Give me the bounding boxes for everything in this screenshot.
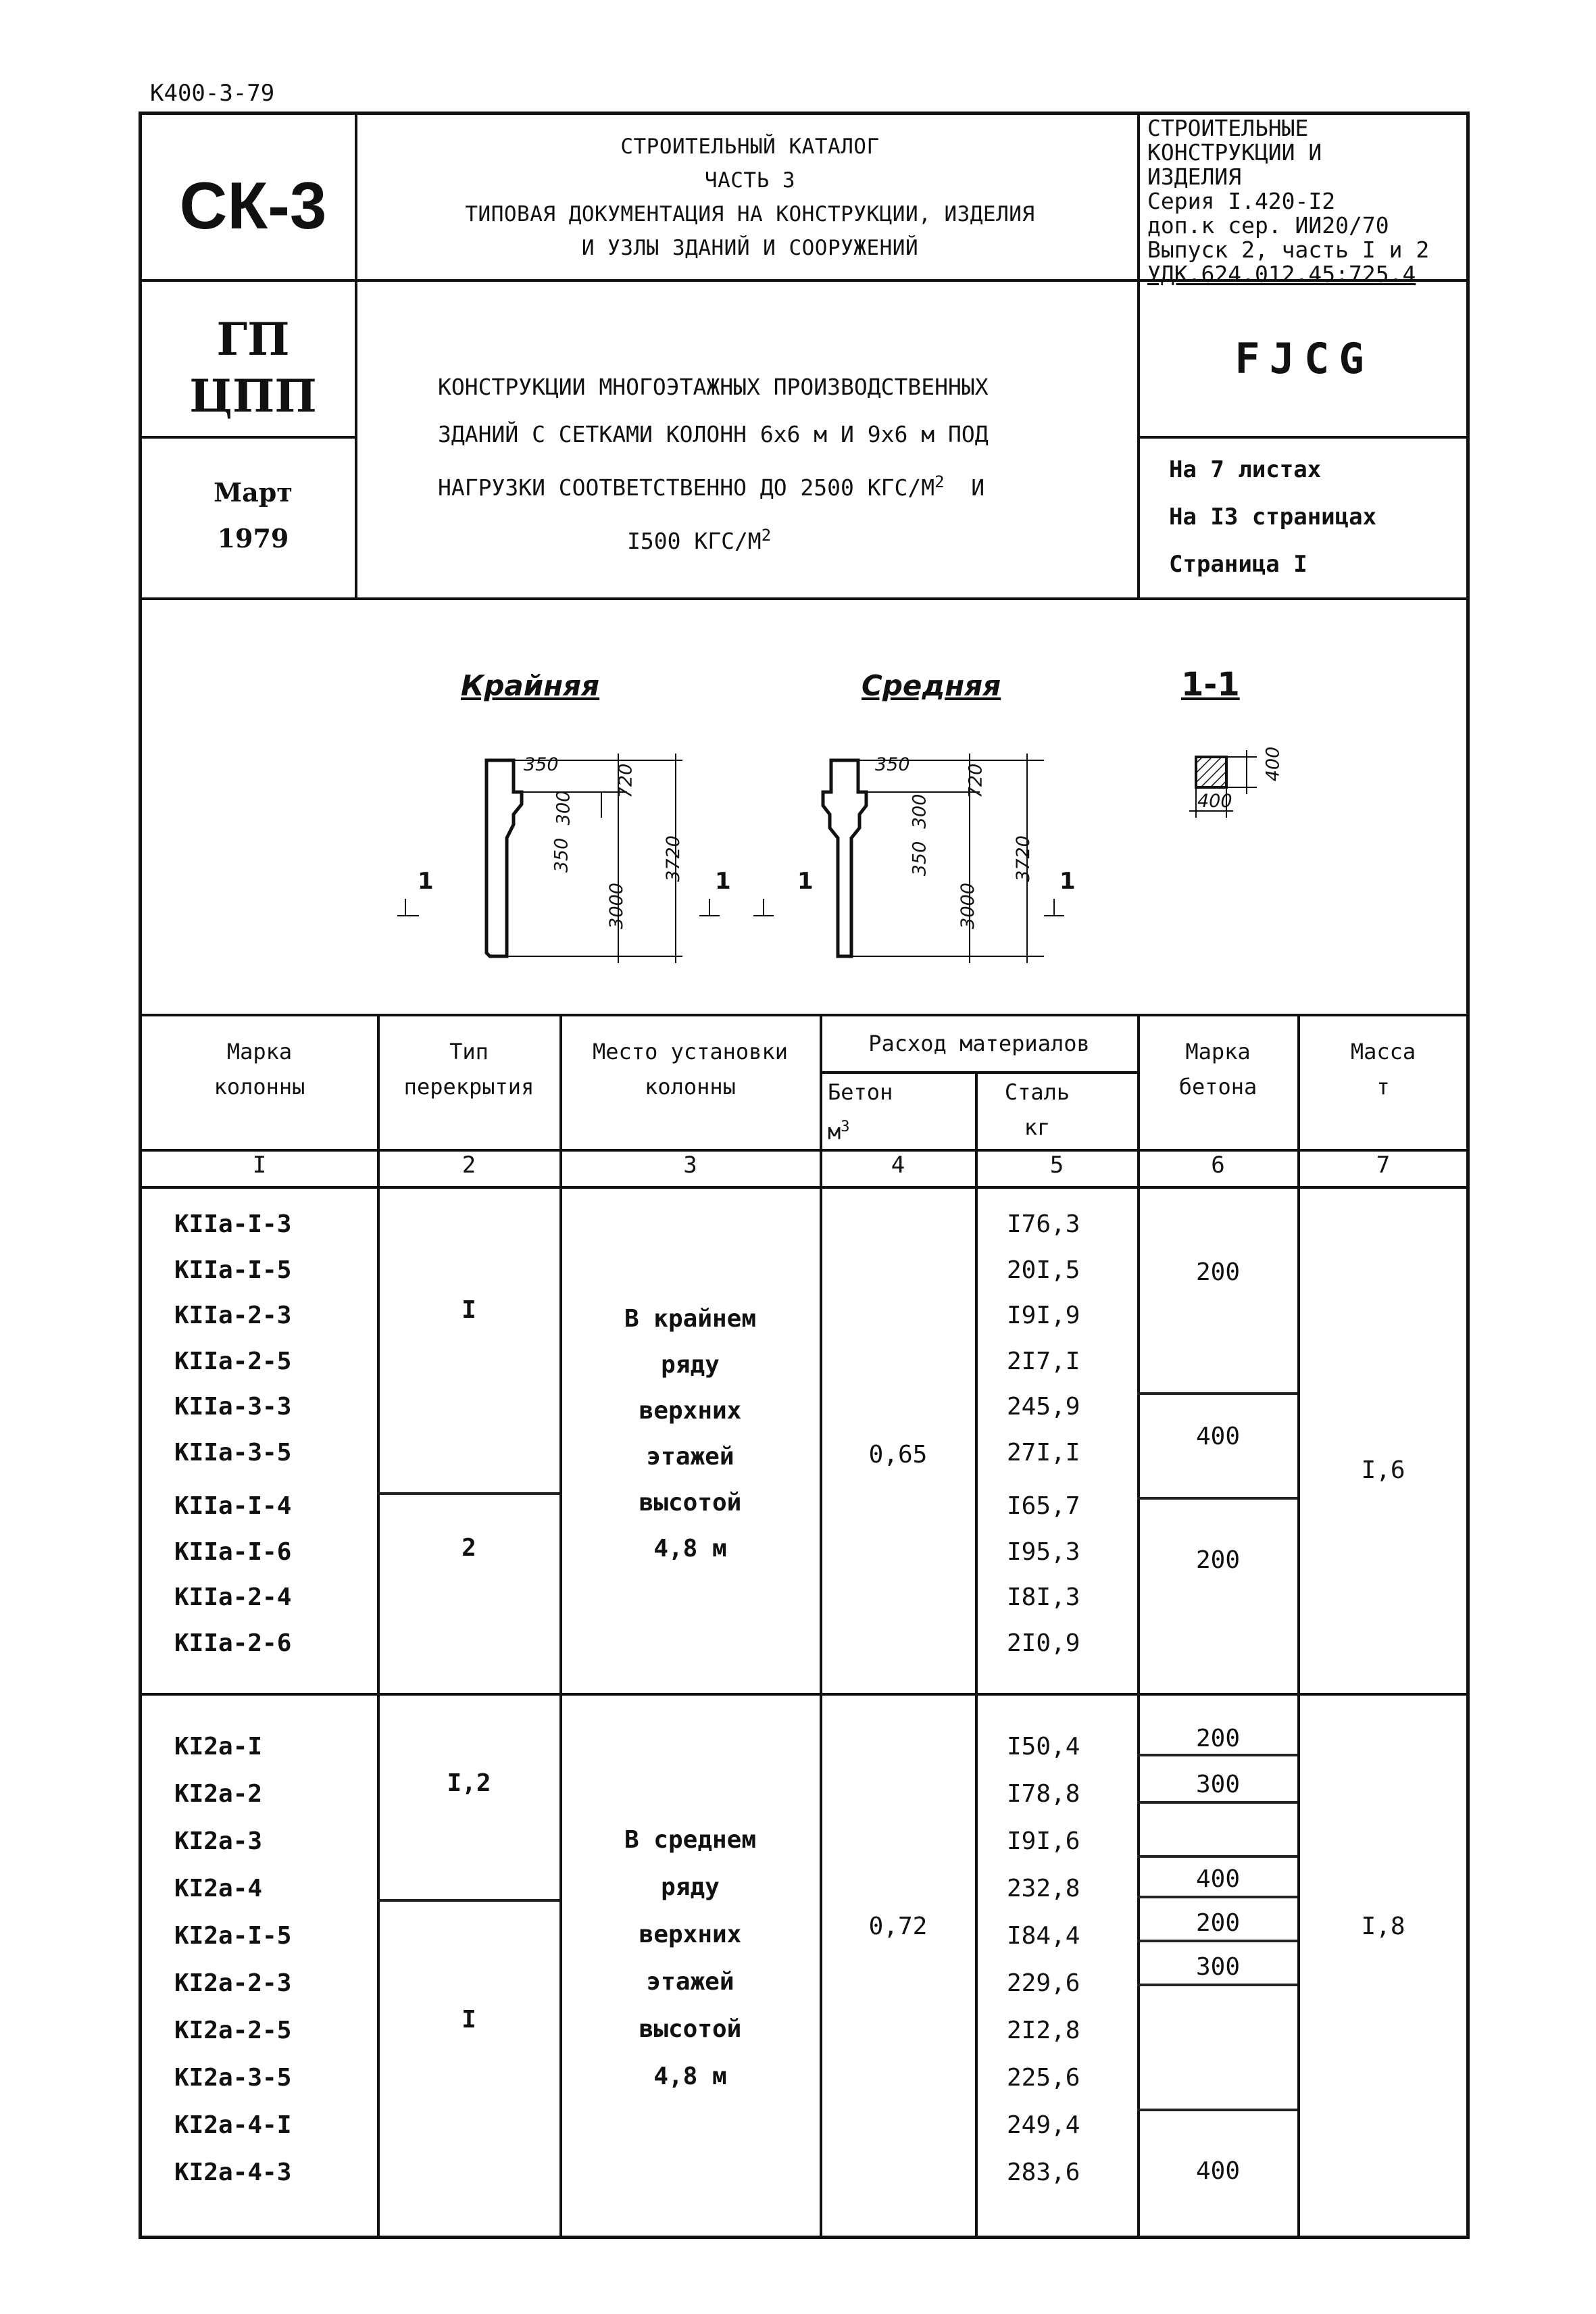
divider [1137,1392,1297,1395]
table-row: КIIа-2-4 [174,1583,292,1611]
section-hatch [1196,757,1226,787]
table-row: КI2а-4-3 [174,2159,292,2186]
col-number: 7 [1376,1152,1391,1179]
header-mark: Марка колонны [214,1039,305,1100]
header-type: Тип перекрытия [403,1039,534,1100]
header-materials: Расход материалов [868,1031,1090,1056]
dim-3720-mid: 3720 [1012,835,1034,882]
group2-marks [174,1723,291,2196]
table-row: КIIа-I-4 [174,1492,292,1520]
group2-grade-a: 200 [1195,1725,1241,1752]
divider [1137,1801,1297,1804]
col-number: 5 [1049,1152,1064,1179]
caption-middle-column: Средняя [862,669,1001,702]
divider [141,436,356,439]
dim-350: 350 [524,754,559,775]
dim-section-width: 400 [1197,791,1232,812]
col-number: 6 [1211,1152,1225,1179]
group1-place: В крайнем ряду верхних этажей высотой 4,8 м [624,1305,757,1562]
group1-type-b: 2 [462,1534,476,1562]
group1-mass: I,6 [1361,1456,1405,1484]
dim-350-mid-lower: 350 [909,841,930,877]
divider [377,1492,559,1495]
table-row: КI2а-2-3 [174,1969,292,1997]
divider [141,1014,1468,1016]
outer-column-outline [487,760,522,956]
dim-3000: 3000 [605,883,627,929]
cut-mark-right-mid: 1 [1059,868,1076,895]
dim-3000-mid: 3000 [957,883,978,929]
table-row: КIIа-I-6 [174,1537,292,1566]
dim-350-lower: 350 [551,837,572,873]
series-info: СТРОИТЕЛЬНЫЕ КОНСТРУКЦИИ И ИЗДЕЛИЯ Серия I.420-I2 доп.к сер. ИИ20/70 Выпуск 2, часть I и 2 УДК.624.012.45:725.4 [1147,115,1430,287]
table-row: КI2а-I [174,1733,263,1761]
catalog-description: СТРОИТЕЛЬНЫЙ КАТАЛОГ ЧАСТЬ 3 ТИПОВАЯ ДОКУМЕНТАЦИЯ НА КОНСТРУКЦИИ, ИЗДЕЛИЯ И УЗЛЫ ЗДАНИЙ И СООРУЖЕНИЙ [465,134,1035,260]
document-code-fjcg: FJCG [1235,334,1374,383]
organization: ГП ЦПП [189,313,317,422]
dim-300: 300 [553,790,574,826]
table-row: КIIа-I-5 [174,1256,292,1284]
divider [975,1071,978,2237]
group2-concrete: 0,72 [868,1913,928,1940]
divider [820,1071,1137,1074]
divider [1137,1984,1297,1986]
divider [820,1014,822,2237]
table-row: КI2а-3-5 [174,2064,292,2092]
catalog-code: СК-3 [179,168,327,243]
col-number: 3 [683,1152,697,1179]
group1-grade-a: 200 [1195,1258,1241,1286]
dim-720: 720 [615,763,637,799]
issue-date: Март 1979 [214,477,293,553]
header-steel: Сталь кг [1004,1079,1070,1140]
dim-720-mid: 720 [965,763,987,799]
divider [1137,1497,1297,1500]
dim-300-mid: 300 [909,793,930,829]
divider [1137,1014,1140,2237]
divider [377,1899,559,1902]
divider [1137,2109,1297,2111]
group1-type-a: I [462,1296,476,1324]
header-mass: Масса т [1350,1039,1416,1100]
cut-mark-left-mid: 1 [797,868,814,895]
table-row: КIIа-3-3 [174,1393,292,1421]
divider [141,1693,1468,1696]
table-row: КI2а-4 [174,1875,263,1902]
group2-type-a: I,2 [447,1769,491,1797]
divider [1137,1855,1297,1858]
divider [1137,1896,1297,1898]
header-concrete: Бетон $м^3$ [828,1079,893,1145]
group1-marks [174,1202,291,1666]
table-row: КI2а-2 [174,1780,263,1808]
caption-section: 1-1 [1181,666,1240,704]
group2-grade-d: 200 [1195,1909,1241,1937]
divider [377,1014,380,2237]
group2-type-b: I [462,2006,476,2034]
column-drawings [378,730,1338,1000]
document-code: К400-3-79 [150,80,275,107]
cut-mark-right: 1 [715,868,731,895]
document-title: КОНСТРУКЦИИ МНОГОЭТАЖНЫХ ПРОИЗВОДСТВЕННЫХ ЗДАНИЙ С СЕТКАМИ КОЛОНН 6х6 м И 9х6 м ПОД НАГРУЗКИ СООТВЕТСТВЕННО ДО 2500 КГС/$М^2$ И I500 КГС/$М^2$ [438,374,989,554]
group2-grade-e: 300 [1195,1953,1241,1981]
table-row: КIIа-2-6 [174,1629,292,1657]
middle-column-outline [823,760,866,956]
divider [1137,1940,1297,1942]
divider [1297,1014,1300,2237]
col-number: 4 [891,1152,905,1179]
table-row: КIIа-2-3 [174,1302,292,1329]
group1-concrete: 0,65 [868,1441,928,1469]
header-grade: Марка бетона [1178,1039,1257,1100]
col-number: 2 [462,1152,476,1179]
header-place: Место установки колонны [593,1039,788,1100]
table-row: КI2а-2-5 [174,2017,292,2044]
group2-place: В среднем ряду верхних этажей высотой 4,8 м [624,1826,757,2090]
divider [1137,1754,1297,1756]
sheet-info: На 7 листах На I3 страницах Страница I [1169,456,1377,578]
divider [141,597,1468,600]
dim-3720: 3720 [662,835,684,882]
col-number: I [252,1152,267,1179]
group1-grade-c: 200 [1195,1546,1241,1574]
divider [141,1186,1468,1189]
dim-section-height: 400 [1262,746,1284,782]
divider [1137,436,1468,439]
table-row: КI2а-I-5 [174,1922,292,1950]
table-row: КIIа-2-5 [174,1347,292,1375]
group1-steel: I76,3 20I,5 I9I,9 2I7,I 245,9 27I,I I65,7 I95,3 I8I,3 2I0,9 [1007,1210,1080,1657]
group2-grade-b: 300 [1195,1771,1241,1798]
group1-grade-b: 400 [1195,1423,1241,1450]
group2-mass: I,8 [1361,1913,1405,1940]
table-row: КIIа-3-5 [174,1438,292,1467]
group2-steel: I50,4 I78,8 I9I,6 232,8 I84,4 229,6 2I2,8 225,6 249,4 283,6 [1007,1733,1080,2186]
caption-outer-column: Крайняя [461,669,600,702]
table-row: КI2а-3 [174,1827,263,1855]
group2-grade-c: 400 [1195,1865,1241,1893]
table-row: КI2а-4-I [174,2111,292,2139]
group2-grade-f: 400 [1195,2157,1241,2185]
dim-350-mid: 350 [875,754,910,775]
table-row: КIIа-I-3 [174,1210,292,1238]
cut-mark-left: 1 [418,868,434,895]
